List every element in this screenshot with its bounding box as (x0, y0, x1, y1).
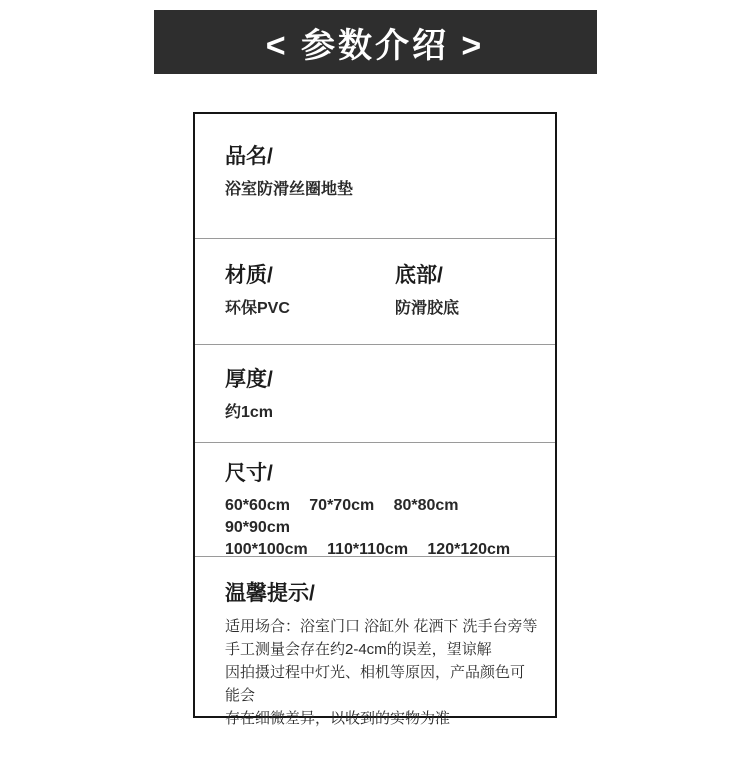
warm-tips-line-1: 适用场合：浴室门口 浴缸外 花洒下 洗手台旁等 (225, 618, 538, 635)
sizes-line-2: 100*100cm 110*110cm 120*120cm (225, 541, 511, 558)
warm-tips-body (225, 615, 539, 730)
bottom-column (395, 263, 459, 344)
bottom-label: 底部/ (395, 264, 443, 287)
section-title: < 参数介绍 > (265, 26, 485, 65)
material-column (225, 263, 395, 344)
sizes-value (225, 495, 539, 561)
material-value: 环保PVC (225, 300, 290, 317)
warm-tips-line-4: 存在细微差异，以收到的实物为准 (225, 710, 451, 727)
row-sizes (195, 442, 555, 556)
sizes-line-1: 60*60cm 70*70cm 80*80cm 90*90cm (225, 497, 478, 536)
product-parameter-page (0, 10, 750, 727)
row-product-name (195, 114, 555, 238)
material-label: 材质/ (225, 264, 273, 287)
row-thickness (195, 344, 555, 442)
warm-tips-line-3: 因拍摄过程中灯光、相机等原因，产品颜色可能会 (225, 664, 526, 704)
sizes-label: 尺寸/ (225, 462, 273, 485)
section-header-banner (154, 10, 597, 74)
thickness-label: 厚度/ (225, 368, 273, 391)
product-name-label: 品名/ (225, 145, 273, 168)
bottom-value: 防滑胶底 (395, 300, 460, 317)
warm-tips-label: 温馨提示/ (225, 582, 315, 605)
warm-tips-line-2: 手工测量会存在约2-4cm的误差，望谅解 (225, 641, 492, 658)
row-warm-tips (195, 556, 555, 727)
product-name-value: 浴室防滑丝圈地垫 (225, 181, 354, 198)
parameter-table (193, 112, 557, 727)
row-material-and-bottom (195, 238, 555, 344)
thickness-value: 约1cm (225, 404, 274, 421)
